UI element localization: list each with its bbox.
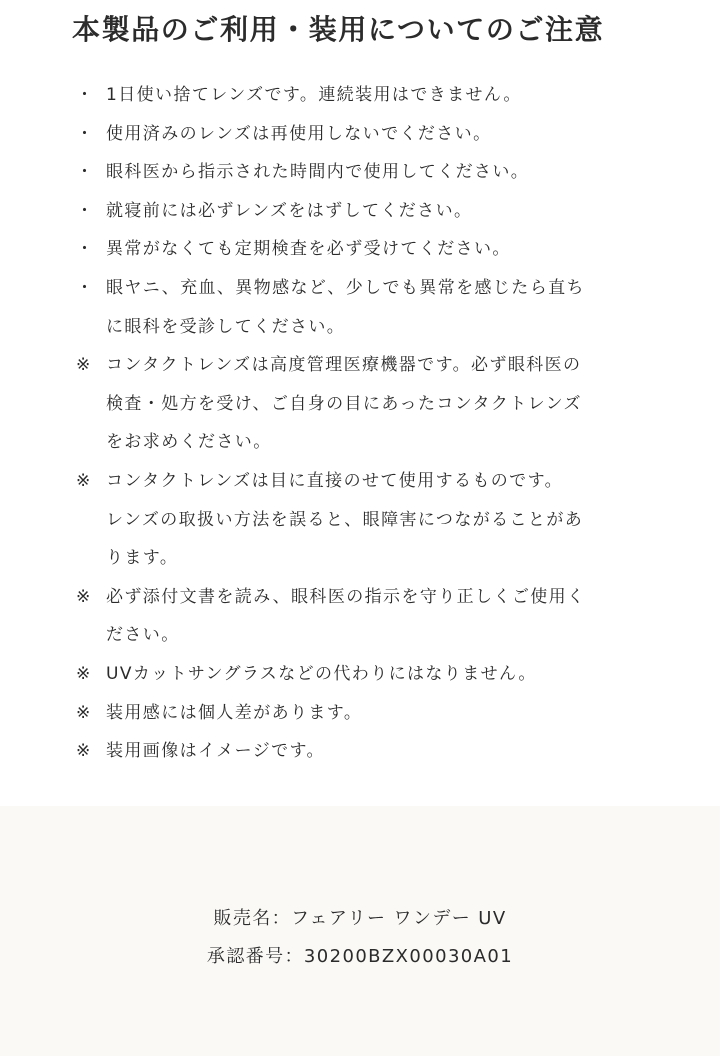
list-item [76,694,656,733]
list-item-text: UVカットサングラスなどの代わりにはなりません。 [106,663,537,684]
list-item [76,192,656,231]
note-marker: ※ [76,663,91,684]
list-item-text: 就寝前には必ずレンズをはずしてください。 [106,200,473,221]
note-marker: ※ [76,470,91,491]
note-marker: ※ [76,741,91,762]
approval-number: 承認番号：30200BZX00030A01 [206,946,514,967]
product-info-footer [0,806,720,1056]
bullet-marker: ・ [76,162,93,183]
page-title: 本製品のご利用・装用についてのご注意 [72,13,605,46]
list-item-text: 眼ヤニ、充血、異物感など、少しでも異常を感じたら直ち に眼科を受診してください。 [106,277,585,337]
list-item [76,76,656,115]
list-item-text: コンタクトレンズは目に直接のせて使用するものです。 レンズの取扱い方法を誤ると、眼障害につながることがあ ります。 [106,470,584,569]
bullet-marker: ・ [76,85,93,105]
list-item-text: 必ず添付文書を読み、眼科医の指示を守り正しくご使用く ださい。 [106,586,586,646]
list-item-text: 装用感には個人差があります。 [106,702,363,723]
list-item [76,230,656,269]
notice-list [76,76,656,771]
list-item [76,346,656,462]
list-item [76,115,656,154]
product-name: 販売名：フェアリー ワンデー UV [213,908,507,929]
bullet-marker: ・ [76,123,93,144]
note-marker: ※ [76,586,91,607]
list-item [76,269,656,346]
list-item-text: 使用済みのレンズは再使用しないでください。 [106,123,492,144]
list-item [76,578,656,655]
bullet-marker: ・ [76,200,93,221]
bullet-marker: ・ [76,277,93,298]
list-item-text: 異常がなくても定期検査を必ず受けてください。 [106,239,511,260]
list-item-text: コンタクトレンズは高度管理医療機器です。必ず眼科医の 検査・処方を受け、ご自身の目にあったコンタクトレンズ をお求めください。 [106,355,582,453]
note-marker: ※ [76,355,91,376]
list-item [76,153,656,192]
list-item [76,732,656,771]
list-item-text: 1日使い捨てレンズです。連続装用はできません。 [106,85,522,105]
list-item [76,655,656,694]
list-item-text: 装用画像はイメージです。 [106,741,325,762]
list-item [76,462,656,578]
bullet-marker: ・ [76,239,93,260]
list-item-text: 眼科医から指示された時間内で使用してください。 [106,162,530,183]
note-marker: ※ [76,702,91,723]
